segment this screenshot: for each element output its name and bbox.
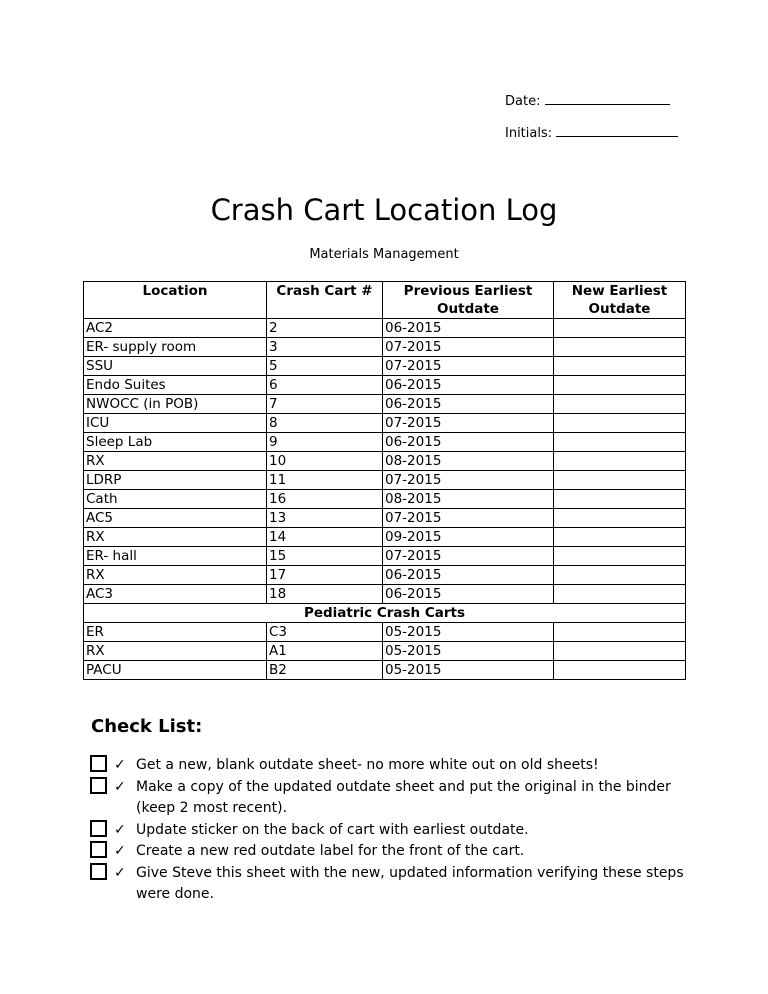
cell-previous-outdate: 06-2015	[383, 319, 554, 338]
checklist-item-text: Create a new red outdate label for the front of the cart.	[136, 843, 525, 859]
table-row	[84, 547, 686, 566]
cell-previous-outdate: 07-2015	[383, 509, 554, 528]
cell-location: Endo Suites	[84, 376, 267, 395]
cell-previous-outdate: 06-2015	[383, 376, 554, 395]
table-row	[84, 623, 686, 642]
cell-cart-number: 10	[267, 452, 383, 471]
cell-cart-number: 2	[267, 319, 383, 338]
cell-new-outdate[interactable]	[554, 547, 686, 566]
cell-previous-outdate: 05-2015	[383, 661, 554, 680]
checklist-item-text: Update sticker on the back of cart with earliest outdate.	[136, 821, 529, 838]
cell-new-outdate[interactable]	[554, 319, 686, 338]
cell-location: ER- hall	[84, 547, 267, 566]
page-subtitle: Materials Management	[309, 247, 459, 262]
cell-location: RX	[84, 452, 267, 471]
cell-previous-outdate: 07-2015	[383, 471, 554, 490]
cell-cart-number: 9	[267, 433, 383, 452]
cell-new-outdate[interactable]	[554, 490, 686, 509]
cell-previous-outdate: 05-2015	[383, 623, 554, 642]
table-row	[84, 338, 686, 357]
table-row	[84, 471, 686, 490]
checkbox[interactable]	[90, 841, 107, 858]
cell-location: PACU	[84, 661, 267, 680]
cell-location: AC5	[84, 509, 267, 528]
cell-location: ER	[84, 623, 267, 642]
checkmark-icon: ✓	[114, 864, 126, 881]
table-row	[84, 642, 686, 661]
table-row	[84, 357, 686, 376]
cell-location: Sleep Lab	[84, 433, 267, 452]
cell-location: SSU	[84, 357, 267, 376]
cell-new-outdate[interactable]	[554, 661, 686, 680]
date-field	[505, 92, 670, 109]
initials-blank-line[interactable]	[556, 124, 678, 137]
cell-previous-outdate: 05-2015	[383, 642, 554, 661]
cell-cart-number: 11	[267, 471, 383, 490]
cell-previous-outdate: 07-2015	[383, 338, 554, 357]
cell-new-outdate[interactable]	[554, 395, 686, 414]
table-row	[84, 585, 686, 604]
table-row	[84, 509, 686, 528]
cell-new-outdate[interactable]	[554, 357, 686, 376]
checkmark-icon: ✓	[114, 843, 126, 859]
cell-previous-outdate: 07-2015	[383, 547, 554, 566]
cell-location: RX	[84, 566, 267, 585]
cell-previous-outdate: 06-2015	[383, 395, 554, 414]
checkmark-icon: ✓	[114, 821, 126, 838]
cell-cart-number: 18	[267, 585, 383, 604]
table-row	[84, 528, 686, 547]
cell-cart-number: 6	[267, 376, 383, 395]
cell-previous-outdate: 07-2015	[383, 357, 554, 376]
table-section-row	[84, 604, 686, 623]
cell-new-outdate[interactable]	[554, 566, 686, 585]
cell-previous-outdate: 07-2015	[383, 414, 554, 433]
cell-cart-number: 5	[267, 357, 383, 376]
cell-location: NWOCC (in POB)	[84, 395, 267, 414]
cell-cart-number: 15	[267, 547, 383, 566]
column-header-cart-number: Crash Cart #	[267, 282, 383, 319]
cell-new-outdate[interactable]	[554, 338, 686, 357]
table-row	[84, 433, 686, 452]
cell-cart-number: 8	[267, 414, 383, 433]
date-label: Date:	[505, 94, 541, 109]
cell-previous-outdate: 08-2015	[383, 490, 554, 509]
checkbox[interactable]	[90, 820, 107, 837]
cell-new-outdate[interactable]	[554, 642, 686, 661]
checklist-item	[90, 841, 690, 863]
table-row	[84, 490, 686, 509]
checkbox[interactable]	[90, 755, 107, 772]
cell-cart-number: 13	[267, 509, 383, 528]
cell-new-outdate[interactable]	[554, 452, 686, 471]
section-label-pediatric: Pediatric Crash Carts	[84, 604, 686, 623]
cell-new-outdate[interactable]	[554, 414, 686, 433]
cell-location: RX	[84, 642, 267, 661]
cell-previous-outdate: 06-2015	[383, 433, 554, 452]
cell-new-outdate[interactable]	[554, 509, 686, 528]
page-title: Crash Cart Location Log	[210, 193, 558, 227]
checkbox[interactable]	[90, 863, 107, 880]
cell-cart-number: 7	[267, 395, 383, 414]
checklist-item	[90, 820, 690, 842]
cell-location: AC3	[84, 585, 267, 604]
cell-cart-number: A1	[267, 642, 383, 661]
table-row	[84, 395, 686, 414]
cell-location: RX	[84, 528, 267, 547]
cell-previous-outdate: 06-2015	[383, 585, 554, 604]
checkmark-icon: ✓	[114, 757, 126, 773]
checkbox[interactable]	[90, 777, 107, 794]
table-row	[84, 414, 686, 433]
date-blank-line[interactable]	[545, 92, 670, 105]
cell-location: LDRP	[84, 471, 267, 490]
cell-cart-number: 17	[267, 566, 383, 585]
cell-location: ICU	[84, 414, 267, 433]
column-header-location: Location	[84, 282, 267, 319]
table-row	[84, 661, 686, 680]
cell-new-outdate[interactable]	[554, 623, 686, 642]
checklist-item	[90, 863, 690, 906]
checklist-item-text: Give Steve this sheet with the new, updated information verifying these steps were done.	[136, 864, 684, 902]
cell-location: Cath	[84, 490, 267, 509]
cell-location: ER- supply room	[84, 338, 267, 357]
checklist	[90, 755, 690, 906]
checklist-item-text: Get a new, blank outdate sheet- no more white out on old sheets!	[136, 757, 599, 773]
column-header-new-outdate: New Earliest Outdate	[554, 282, 686, 319]
column-header-previous-outdate: Previous Earliest Outdate	[383, 282, 554, 319]
cell-cart-number: C3	[267, 623, 383, 642]
cell-new-outdate[interactable]	[554, 585, 686, 604]
table-row	[84, 376, 686, 395]
cell-new-outdate[interactable]	[554, 433, 686, 452]
cell-previous-outdate: 09-2015	[383, 528, 554, 547]
cell-new-outdate[interactable]	[554, 471, 686, 490]
cell-previous-outdate: 06-2015	[383, 566, 554, 585]
cell-location: AC2	[84, 319, 267, 338]
cell-cart-number: B2	[267, 661, 383, 680]
table-header-row	[84, 282, 686, 319]
checklist-item	[90, 755, 690, 777]
table-row	[84, 452, 686, 471]
cell-new-outdate[interactable]	[554, 528, 686, 547]
checklist-heading: Check List:	[91, 716, 203, 737]
table-body	[84, 319, 686, 680]
checklist-item-text: Make a copy of the updated outdate sheet and put the original in the binder (keep 2 most recent).	[136, 778, 671, 816]
cell-cart-number: 14	[267, 528, 383, 547]
checklist-item	[90, 777, 690, 820]
cell-previous-outdate: 08-2015	[383, 452, 554, 471]
cell-cart-number: 3	[267, 338, 383, 357]
checkmark-icon: ✓	[114, 778, 126, 795]
table-row	[84, 566, 686, 585]
initials-field	[505, 124, 678, 141]
cell-cart-number: 16	[267, 490, 383, 509]
table-row	[84, 319, 686, 338]
cell-new-outdate[interactable]	[554, 376, 686, 395]
initials-label: Initials:	[505, 126, 553, 141]
crash-cart-log-table	[83, 281, 686, 680]
